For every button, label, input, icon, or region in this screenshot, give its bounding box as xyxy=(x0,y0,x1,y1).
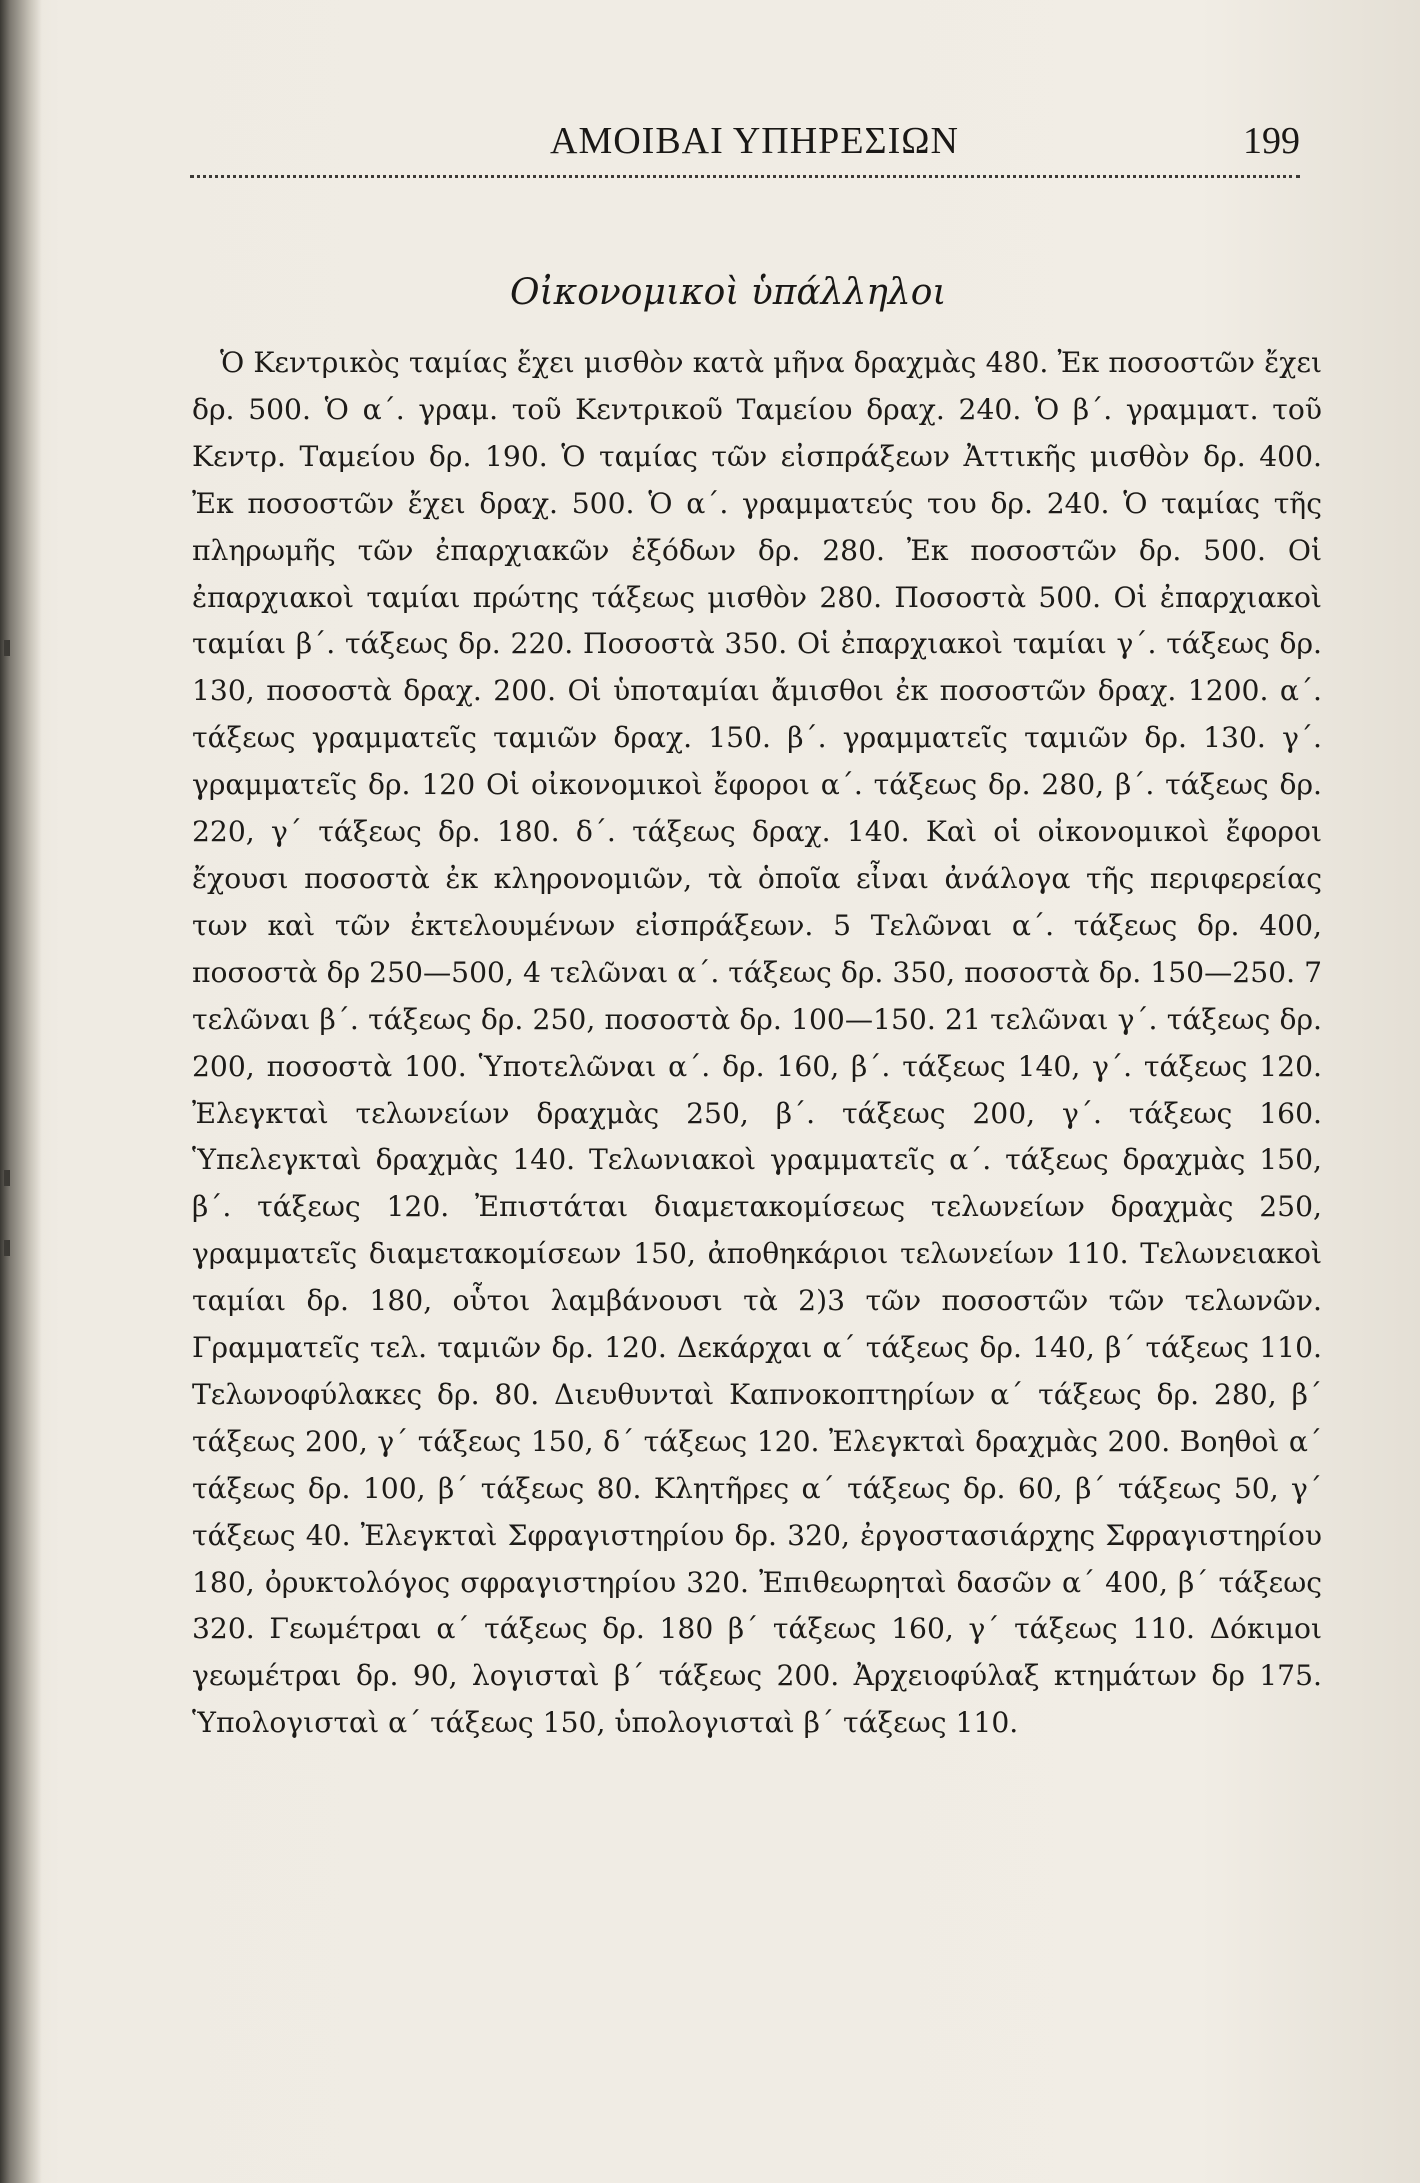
body-paragraph: Ὁ Κεντρικὸς ταμίας ἔχει μισθὸν κατὰ μῆνα δραχμὰς 480. Ἐκ ποσοστῶν ἔχει δρ. 500. Ὁ α΄. γραμ. τοῦ Κεντρικοῦ Ταμείου δραχ. 240. Ὁ β΄. γραμματ. τοῦ Κεντρ. Ταμείου δρ. 190. Ὁ ταμίας τῶν εἰσπράξεων Ἀττικῆς μισθὸν δρ. 400. Ἐκ ποσοστῶν ἔχει δραχ. 500. Ὁ α΄. γραμματεύς του δρ. 240. Ὁ ταμίας τῆς πληρωμῆς τῶν ἐπαρχιακῶν ἐξόδων δρ. 280. Ἐκ ποσοστῶν δρ. 500. Οἱ ἐπαρχιακοὶ ταμίαι πρώτης τάξεως μισθὸν 280. Ποσοστὰ 500. Οἱ ἐπαρχιακοὶ ταμίαι β΄. τάξεως δρ. 220. Ποσοστὰ 350. Οἱ ἐπαρχιακοὶ ταμίαι γ΄. τάξεως δρ. 130, ποσοστὰ δραχ. 200. Οἱ ὑποταμίαι ἄμισθοι ἐκ ποσοστῶν δραχ. 1200. α΄. τάξεως γραμματεῖς ταμιῶν δραχ. 150. β΄. γραμματεῖς ταμιῶν δρ. 130. γ΄. γραμματεῖς δρ. 120 Οἱ οἰκονομικοὶ ἔφοροι α΄. τάξεως δρ. 280, β΄. τάξεως δρ. 220, γ΄ τάξεως δρ. 180. δ΄. τάξεως δραχ. 140. Καὶ οἱ οἰκονομικοὶ ἔφοροι ἔχουσι ποσοστὰ ἐκ κληρονομιῶν, τὰ ὁποῖα εἶναι ἀνάλογα τῆς περιφερείας των καὶ τῶν ἐκτελουμένων εἰσπράξεων. 5 Τελῶναι α΄. τάξεως δρ. 400, ποσοστὰ δρ 250—500, 4 τελῶναι α΄. τάξεως δρ. 350, ποσοστὰ δρ. 150—250. 7 τελῶναι β΄. τάξεως δρ. 250, ποσοστὰ δρ. 100—150. 21 τελῶναι γ΄. τάξεως δρ. 200, ποσοστὰ 100. Ὑποτελῶναι α΄. δρ. 160, β΄. τάξεως 140, γ΄. τάξεως 120. Ἐλεγκταὶ τελωνείων δραχμὰς 250, β΄. τάξεως 200, γ΄. τάξεως 160. Ὑπελεγκταὶ δραχμὰς 140. Τελωνιακοὶ γραμματεῖς α΄. τάξεως δραχμὰς 150, β΄. τάξεως 120. Ἐπιστάται διαμετακομίσεως τελωνείων δραχμὰς 250, γραμματεῖς διαμετακομίσεων 150, ἀποθηκάριοι τελωνείων 110. Τελωνειακοὶ ταμίαι δρ. 180, οὗτοι λαμβάνουσι τὰ 2)3 τῶν ποσοστῶν τῶν τελωνῶν. Γραμματεῖς τελ. ταμιῶν δρ. 120. Δεκάρχαι α΄ τάξεως δρ. 140, β΄ τάξεως 110. Τελωνοφύλακες δρ. 80. Διευθυνταὶ Καπνοκοπτηρίων α΄ τάξεως δρ. 280, β΄ τάξεως 200, γ΄ τάξεως 150, δ΄ τάξεως 120. Ἐλεγκταὶ δραχμὰς 200. Βοηθοὶ α΄ τάξεως δρ. 100, β΄ τάξεως 80. Κλητῆρες α΄ τάξεως δρ. 60, β΄ τάξεως 50, γ΄ τάξεως 40. Ἐλεγκταὶ Σφραγιστηρίου δρ. 320, ἐργοστασιάρχης Σφραγιστηρίου 180, ὀρυκτολόγος σφραγιστηρίου 320. Ἐπιθεωρηταὶ δασῶν α΄ 400, β΄ τάξεως 320. Γεωμέτραι α΄ τάξεως δρ. 180 β΄ τάξεως 160, γ΄ τάξεως 110. Δόκιμοι γεωμέτραι δρ. 90, λογισταὶ β΄ τάξεως 200. Ἀρχειοφύλαξ κτημάτων δρ 175. Ὑπολογισταὶ α΄ τάξεως 150, ὑπολογισταὶ β΄ τάξεως 110. xyxy=(192,346,1322,1740)
edge-mark xyxy=(4,640,10,656)
page-header xyxy=(190,115,1300,185)
header-rule xyxy=(190,175,1300,178)
page-number: 199 xyxy=(1243,120,1300,162)
section-heading: Οἰκονομικοὶ ὑπάλληλοι xyxy=(510,272,947,313)
binding-shadow xyxy=(0,0,42,2183)
edge-mark xyxy=(4,1170,10,1186)
running-title: ΑΜΟΙΒΑΙ ΥΠΗΡΕΣΙΩΝ xyxy=(550,120,959,162)
edge-mark xyxy=(4,1240,10,1256)
